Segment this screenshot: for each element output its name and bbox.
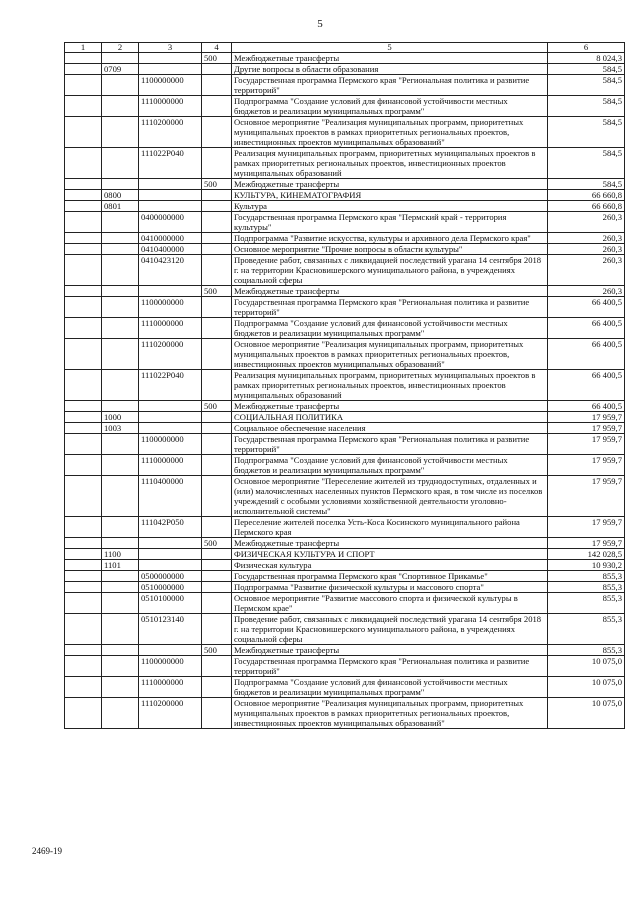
table-cell-c3 (139, 645, 202, 656)
table-cell-c4: 500 (202, 401, 232, 412)
table-cell-c1 (65, 571, 102, 582)
table-cell-c6: 855,3 (548, 571, 625, 582)
table-cell-c5: Другие вопросы в области образования (232, 64, 548, 75)
table-row (65, 201, 625, 212)
table-cell-c6: 66 400,5 (548, 297, 625, 318)
table-cell-c4 (202, 339, 232, 370)
column-header: 4 (202, 43, 232, 53)
table-cell-c1 (65, 614, 102, 645)
table-row (65, 244, 625, 255)
table-cell-c5: КУЛЬТУРА, КИНЕМАТОГРАФИЯ (232, 190, 548, 201)
column-header: 5 (232, 43, 548, 53)
table-cell-c1 (65, 53, 102, 64)
column-header: 3 (139, 43, 202, 53)
table-cell-c1 (65, 538, 102, 549)
table-cell-c1 (65, 201, 102, 212)
table-cell-c2 (102, 297, 139, 318)
table-cell-c2: 1101 (102, 560, 139, 571)
table-cell-c1 (65, 297, 102, 318)
table-cell-c6: 66 400,5 (548, 339, 625, 370)
table-cell-c2 (102, 476, 139, 517)
table-cell-c5: Реализация муниципальных программ, приоритетных муниципальных проектов в рамках приоритетных региональных проектов, инвестиционных проектов муниципальных образований (232, 370, 548, 401)
table-cell-c5: Проведение работ, связанных с ликвидацией последствий урагана 14 сентября 2018 г. на территории Красновишерского муниципального района, в учреждениях социальной сферы (232, 614, 548, 645)
table-cell-c4 (202, 593, 232, 614)
table-cell-c5: Проведение работ, связанных с ликвидацией последствий урагана 14 сентября 2018 г. на территории Красновишерского муниципального района, в учреждениях социальной сферы (232, 255, 548, 286)
table-row (65, 318, 625, 339)
table-cell-c4 (202, 64, 232, 75)
table-cell-c4 (202, 244, 232, 255)
table-cell-c6: 8 024,3 (548, 53, 625, 64)
table-row (65, 582, 625, 593)
table-cell-c6: 142 028,5 (548, 549, 625, 560)
table-cell-c1 (65, 593, 102, 614)
budget-table (64, 42, 625, 729)
table-row (65, 255, 625, 286)
table-body (65, 53, 625, 729)
table-cell-c4 (202, 656, 232, 677)
table-cell-c3 (139, 549, 202, 560)
table-cell-c3: 1110400000 (139, 476, 202, 517)
table-cell-c2 (102, 401, 139, 412)
table-cell-c6: 855,3 (548, 614, 625, 645)
table-cell-c1 (65, 117, 102, 148)
table-cell-c6: 10 075,0 (548, 698, 625, 729)
table-cell-c5: Межбюджетные трансферты (232, 538, 548, 549)
table-cell-c2 (102, 677, 139, 698)
table-cell-c6: 855,3 (548, 645, 625, 656)
table-cell-c1 (65, 318, 102, 339)
table-cell-c5: Государственная программа Пермского края "Региональная политика и развитие территорий" (232, 75, 548, 96)
table-cell-c6: 260,3 (548, 255, 625, 286)
table-cell-c5: Подпрограмма "Создание условий для финансовой устойчивости местных бюджетов и реализации муниципальных программ" (232, 318, 548, 339)
table-row (65, 401, 625, 412)
table-cell-c6: 855,3 (548, 593, 625, 614)
table-cell-c2 (102, 593, 139, 614)
table-cell-c4 (202, 423, 232, 434)
table-cell-c5: Межбюджетные трансферты (232, 53, 548, 64)
table-cell-c4 (202, 571, 232, 582)
table-cell-c2: 1003 (102, 423, 139, 434)
table-cell-c4 (202, 412, 232, 423)
table-cell-c2 (102, 286, 139, 297)
table-cell-c6: 584,5 (548, 64, 625, 75)
table-cell-c1 (65, 190, 102, 201)
table-cell-c4 (202, 297, 232, 318)
table-cell-c1 (65, 423, 102, 434)
table-header-row (65, 43, 625, 53)
table-row (65, 538, 625, 549)
table-row (65, 190, 625, 201)
table-cell-c3: 1100000000 (139, 434, 202, 455)
table-cell-c1 (65, 582, 102, 593)
table-cell-c6: 17 959,7 (548, 476, 625, 517)
table-cell-c4 (202, 434, 232, 455)
table-cell-c3 (139, 560, 202, 571)
table-cell-c5: Физическая культура (232, 560, 548, 571)
table-row (65, 517, 625, 538)
table-cell-c5: Подпрограмма "Создание условий для финансовой устойчивости местных бюджетов и реализации муниципальных программ" (232, 455, 548, 476)
table-row (65, 64, 625, 75)
table-cell-c6: 584,5 (548, 96, 625, 117)
table-cell-c3: 111022Р040 (139, 148, 202, 179)
table-cell-c1 (65, 517, 102, 538)
table-row (65, 53, 625, 64)
table-cell-c6: 584,5 (548, 117, 625, 148)
table-row (65, 148, 625, 179)
table-row (65, 645, 625, 656)
table-cell-c4 (202, 455, 232, 476)
table-cell-c5: Подпрограмма "Создание условий для финансовой устойчивости местных бюджетов и реализации муниципальных программ" (232, 677, 548, 698)
table-cell-c4 (202, 117, 232, 148)
table-cell-c5: Подпрограмма "Создание условий для финансовой устойчивости местных бюджетов и реализации муниципальных программ" (232, 96, 548, 117)
table-cell-c4: 500 (202, 645, 232, 656)
table-cell-c4 (202, 517, 232, 538)
table-cell-c4 (202, 370, 232, 401)
table-cell-c2 (102, 455, 139, 476)
table-cell-c6: 260,3 (548, 244, 625, 255)
table-row (65, 212, 625, 233)
table-cell-c3: 0410000000 (139, 233, 202, 244)
table-cell-c2 (102, 582, 139, 593)
table-cell-c6: 10 930,2 (548, 560, 625, 571)
column-header: 1 (65, 43, 102, 53)
table-cell-c6: 17 959,7 (548, 455, 625, 476)
table-cell-c1 (65, 434, 102, 455)
table-cell-c6: 10 075,0 (548, 656, 625, 677)
table-cell-c6: 17 959,7 (548, 538, 625, 549)
table-cell-c1 (65, 179, 102, 190)
table-cell-c2 (102, 538, 139, 549)
table-cell-c4 (202, 698, 232, 729)
table-cell-c4 (202, 96, 232, 117)
table-row (65, 593, 625, 614)
table-cell-c5: Межбюджетные трансферты (232, 645, 548, 656)
table-cell-c5: Основное мероприятие "Реализация муниципальных программ, приоритетных муниципальных проектов в рамках приоритетных региональных проектов, инвестиционных проектов муниципальных образований" (232, 698, 548, 729)
table-cell-c3 (139, 423, 202, 434)
table-row (65, 96, 625, 117)
table-cell-c2: 1000 (102, 412, 139, 423)
table-cell-c6: 66 400,5 (548, 401, 625, 412)
table-row (65, 286, 625, 297)
table-cell-c5: Основное мероприятие "Переселение жителей из труднодоступных, отдаленных и (или) малочисленных населенных пунктов Пермского края, в том числе из поселков учреждений с особыми условиями хозяйственной деятельности уголовно-исполнительной системы" (232, 476, 548, 517)
table-cell-c4 (202, 190, 232, 201)
table-cell-c3 (139, 201, 202, 212)
table-cell-c3 (139, 412, 202, 423)
table-cell-c5: Государственная программа Пермского края "Спортивное Прикамье" (232, 571, 548, 582)
table-cell-c6: 17 959,7 (548, 412, 625, 423)
table-cell-c2 (102, 698, 139, 729)
table-cell-c3: 1110000000 (139, 677, 202, 698)
table-cell-c2 (102, 517, 139, 538)
table-cell-c3 (139, 179, 202, 190)
table-cell-c3: 1100000000 (139, 656, 202, 677)
table-cell-c6: 66 660,8 (548, 201, 625, 212)
table-row (65, 476, 625, 517)
table-cell-c1 (65, 212, 102, 233)
table-cell-c3: 111022Р040 (139, 370, 202, 401)
table-cell-c4: 500 (202, 53, 232, 64)
table-cell-c2 (102, 255, 139, 286)
table-cell-c5: Государственная программа Пермского края "Пермский край - территория культуры" (232, 212, 548, 233)
table-row (65, 339, 625, 370)
table-cell-c5: Межбюджетные трансферты (232, 179, 548, 190)
table-row (65, 370, 625, 401)
table-cell-c5: Межбюджетные трансферты (232, 286, 548, 297)
table-row (65, 677, 625, 698)
table-cell-c1 (65, 645, 102, 656)
table-cell-c6: 17 959,7 (548, 423, 625, 434)
table-cell-c1 (65, 401, 102, 412)
table-cell-c1 (65, 75, 102, 96)
table-row (65, 549, 625, 560)
table-cell-c2 (102, 339, 139, 370)
table-cell-c3: 1110000000 (139, 318, 202, 339)
table-cell-c2 (102, 645, 139, 656)
table-cell-c5: Культура (232, 201, 548, 212)
table-cell-c5: Государственная программа Пермского края "Региональная политика и развитие территорий" (232, 656, 548, 677)
table-cell-c6: 10 075,0 (548, 677, 625, 698)
table-cell-c6: 17 959,7 (548, 434, 625, 455)
table-cell-c3: 1110000000 (139, 455, 202, 476)
table-cell-c6: 584,5 (548, 75, 625, 96)
table-cell-c5: Государственная программа Пермского края "Региональная политика и развитие территорий" (232, 434, 548, 455)
table-cell-c3 (139, 286, 202, 297)
table-cell-c1 (65, 370, 102, 401)
table-cell-c4 (202, 212, 232, 233)
table-cell-c3: 0510000000 (139, 582, 202, 593)
table-cell-c3: 0410423120 (139, 255, 202, 286)
table-cell-c3 (139, 538, 202, 549)
table-cell-c4 (202, 549, 232, 560)
table-cell-c2 (102, 179, 139, 190)
table-cell-c1 (65, 455, 102, 476)
table-cell-c5: Основное мероприятие "Прочие вопросы в области культуры" (232, 244, 548, 255)
table-cell-c1 (65, 244, 102, 255)
table-cell-c4 (202, 233, 232, 244)
table-cell-c4 (202, 582, 232, 593)
table-cell-c5: Подпрограмма "Развитие физической культуры и массового спорта" (232, 582, 548, 593)
table-row (65, 434, 625, 455)
table-cell-c1 (65, 677, 102, 698)
table-cell-c3: 1100000000 (139, 75, 202, 96)
table-cell-c6: 260,3 (548, 286, 625, 297)
table-cell-c6: 260,3 (548, 212, 625, 233)
table-cell-c3: 1110200000 (139, 698, 202, 729)
table-cell-c4 (202, 677, 232, 698)
table-cell-c2 (102, 656, 139, 677)
table-row (65, 571, 625, 582)
table-cell-c3 (139, 64, 202, 75)
table-cell-c1 (65, 560, 102, 571)
table-cell-c5: Реализация муниципальных программ, приоритетных муниципальных проектов в рамках приоритетных региональных проектов, инвестиционных проектов муниципальных образований (232, 148, 548, 179)
table-row (65, 297, 625, 318)
table-cell-c6: 66 400,5 (548, 318, 625, 339)
column-header: 2 (102, 43, 139, 53)
table-cell-c2: 0800 (102, 190, 139, 201)
table-cell-c4 (202, 201, 232, 212)
table-cell-c3: 1100000000 (139, 297, 202, 318)
table-cell-c5: Основное мероприятие "Реализация муниципальных программ, приоритетных муниципальных проектов в рамках приоритетных региональных проектов, инвестиционных проектов муниципальных образований" (232, 117, 548, 148)
table-cell-c5: ФИЗИЧЕСКАЯ КУЛЬТУРА И СПОРТ (232, 549, 548, 560)
table-cell-c6: 584,5 (548, 179, 625, 190)
page-number: 5 (317, 18, 323, 30)
table-cell-c6: 584,5 (548, 148, 625, 179)
table-cell-c3: 0500000000 (139, 571, 202, 582)
table-cell-c5: Основное мероприятие "Реализация муниципальных программ, приоритетных муниципальных проектов в рамках приоритетных региональных проектов, инвестиционных проектов муниципальных образований" (232, 339, 548, 370)
table-cell-c3: 0410400000 (139, 244, 202, 255)
table-cell-c2 (102, 614, 139, 645)
table-cell-c3 (139, 401, 202, 412)
table-cell-c2 (102, 233, 139, 244)
column-header: 6 (548, 43, 625, 53)
table-row (65, 117, 625, 148)
document-code: 2469-19 (32, 846, 62, 856)
table-cell-c1 (65, 549, 102, 560)
table-cell-c3: 111042Р050 (139, 517, 202, 538)
table-cell-c2 (102, 53, 139, 64)
table-cell-c2: 0801 (102, 201, 139, 212)
table-cell-c5: Социальное обеспечение населения (232, 423, 548, 434)
table-row (65, 233, 625, 244)
table-cell-c6: 855,3 (548, 582, 625, 593)
table-row (65, 698, 625, 729)
table-cell-c1 (65, 412, 102, 423)
table-cell-c4 (202, 318, 232, 339)
table-cell-c5: Основное мероприятие "Развитие массового спорта и физической культуры в Пермском крае" (232, 593, 548, 614)
table-cell-c4 (202, 614, 232, 645)
table-cell-c1 (65, 64, 102, 75)
table-cell-c4: 500 (202, 179, 232, 190)
table-cell-c4: 500 (202, 538, 232, 549)
table-cell-c1 (65, 656, 102, 677)
table-cell-c3: 0510100000 (139, 593, 202, 614)
table-cell-c2 (102, 96, 139, 117)
table-cell-c3: 1110200000 (139, 339, 202, 370)
table-row (65, 423, 625, 434)
table-cell-c2: 1100 (102, 549, 139, 560)
table-cell-c2 (102, 318, 139, 339)
table-cell-c4 (202, 148, 232, 179)
table-cell-c2 (102, 75, 139, 96)
table-cell-c5: Государственная программа Пермского края "Региональная политика и развитие территорий" (232, 297, 548, 318)
table-cell-c6: 66 660,8 (548, 190, 625, 201)
table-cell-c1 (65, 96, 102, 117)
table-cell-c5: Подпрограмма "Развитие искусства, культуры и архивного дела Пермского края" (232, 233, 548, 244)
table-cell-c2 (102, 148, 139, 179)
table-cell-c2 (102, 434, 139, 455)
table-row (65, 412, 625, 423)
table-cell-c2 (102, 212, 139, 233)
table-cell-c3 (139, 190, 202, 201)
table-cell-c4 (202, 560, 232, 571)
table-cell-c5: Межбюджетные трансферты (232, 401, 548, 412)
table-cell-c1 (65, 339, 102, 370)
table-cell-c3: 1110000000 (139, 96, 202, 117)
table-cell-c1 (65, 233, 102, 244)
table-cell-c4 (202, 476, 232, 517)
table-cell-c2: 0709 (102, 64, 139, 75)
table-cell-c3: 0400000000 (139, 212, 202, 233)
table-cell-c4: 500 (202, 286, 232, 297)
table-cell-c4 (202, 75, 232, 96)
table-row (65, 75, 625, 96)
table-row (65, 179, 625, 190)
table-cell-c1 (65, 286, 102, 297)
table-row (65, 560, 625, 571)
table-cell-c6: 260,3 (548, 233, 625, 244)
table-cell-c1 (65, 698, 102, 729)
table-cell-c1 (65, 148, 102, 179)
table-cell-c3: 0510123140 (139, 614, 202, 645)
table-cell-c6: 66 400,5 (548, 370, 625, 401)
table-cell-c2 (102, 370, 139, 401)
table-cell-c5: Переселение жителей поселка Усть-Коса Косинского муниципального района Пермского края (232, 517, 548, 538)
table-cell-c3: 1110200000 (139, 117, 202, 148)
table-row (65, 614, 625, 645)
table-cell-c1 (65, 255, 102, 286)
table-cell-c4 (202, 255, 232, 286)
table-cell-c5: СОЦИАЛЬНАЯ ПОЛИТИКА (232, 412, 548, 423)
table-cell-c1 (65, 476, 102, 517)
table-cell-c6: 17 959,7 (548, 517, 625, 538)
table-cell-c2 (102, 571, 139, 582)
table-cell-c3 (139, 53, 202, 64)
table-row (65, 656, 625, 677)
table-row (65, 455, 625, 476)
table-cell-c2 (102, 244, 139, 255)
table-cell-c2 (102, 117, 139, 148)
